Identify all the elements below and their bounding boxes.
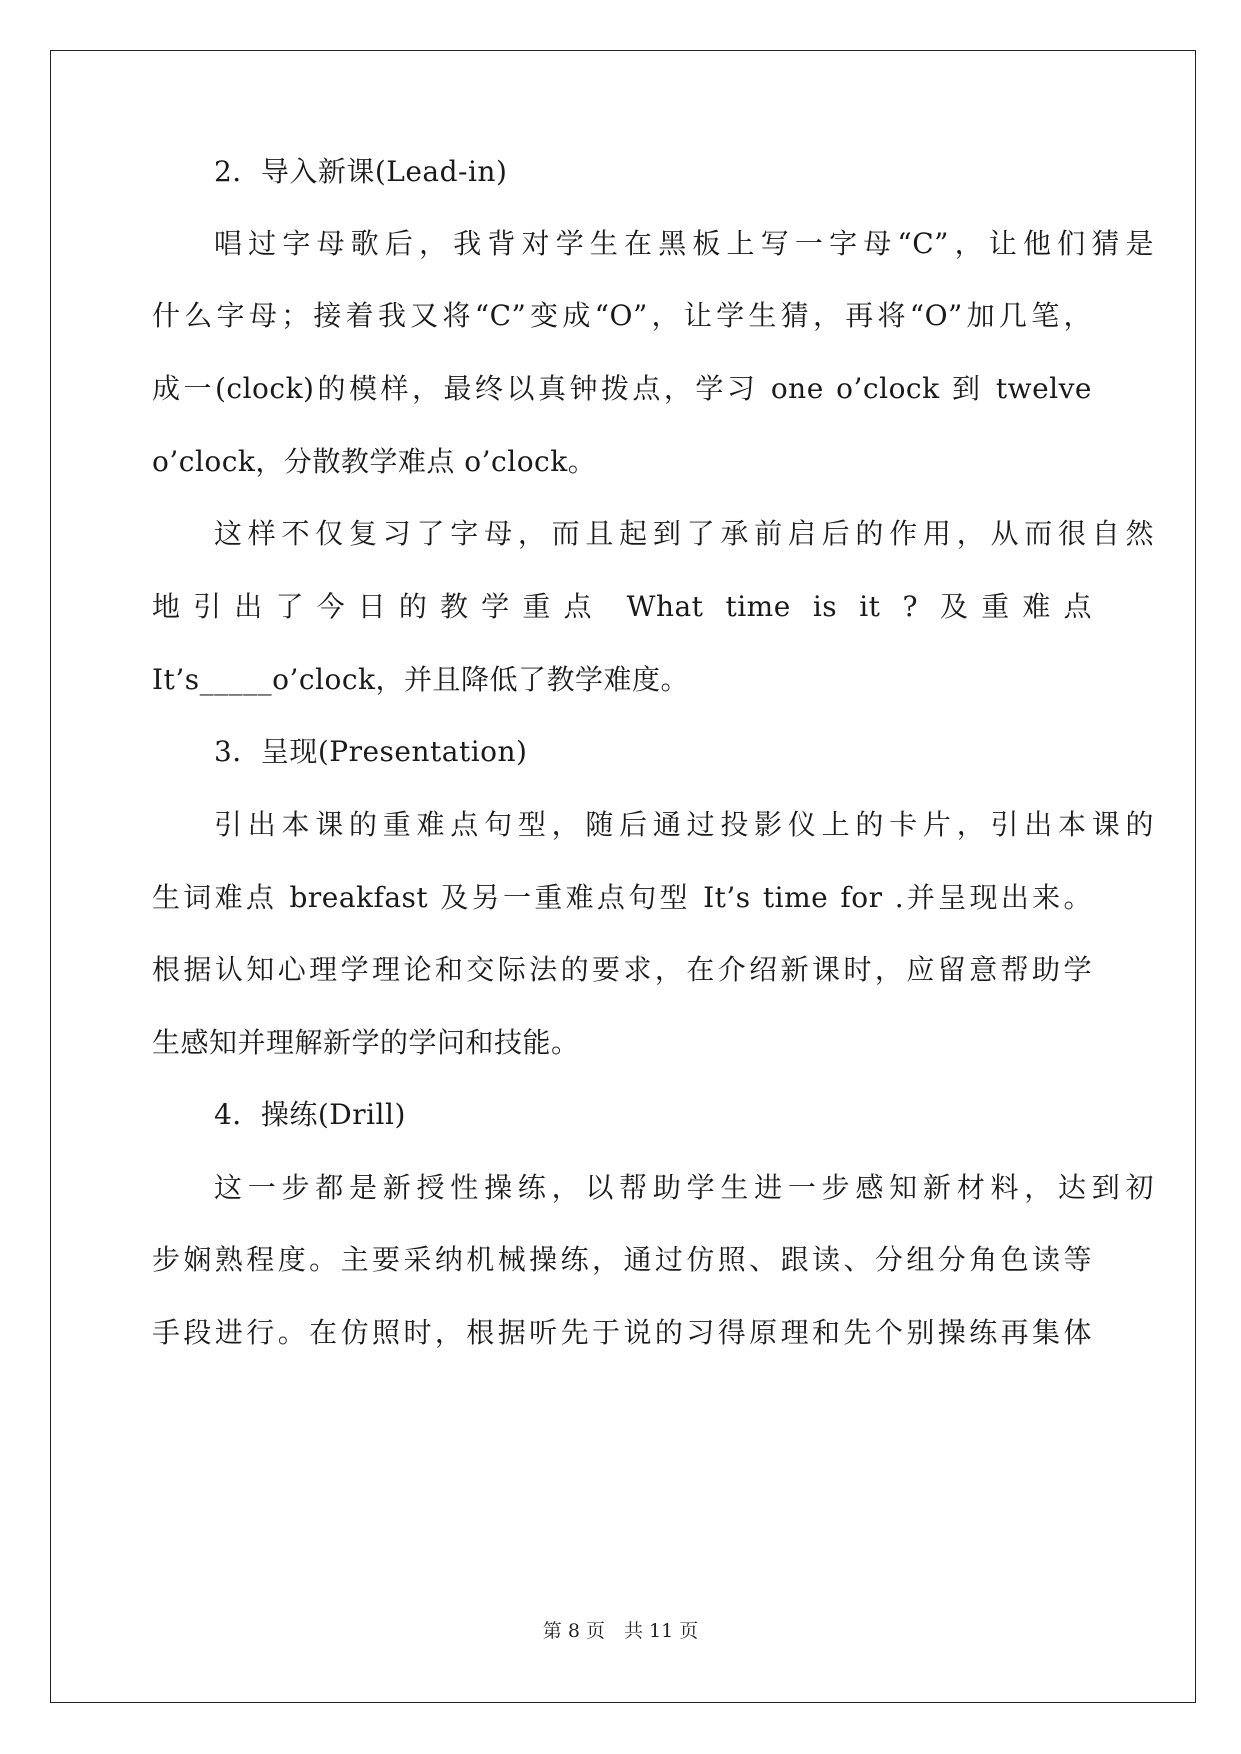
- paragraph-line: o’clock，分散教学难点 o’clock。: [152, 445, 597, 478]
- paragraph-line: 生感知并理解新学的学问和技能。: [152, 1026, 580, 1059]
- paragraph-line: 唱过字母歌后，我背对学生在黑板上写一字母“C”，让他们猜是: [214, 227, 1154, 260]
- paragraph-line: 生词难点 breakfast 及另一重难点句型 It’s time for .并呈现出来。: [152, 881, 1092, 914]
- paragraph-line: 地引出了今日的教学重点 What time is it ? 及重难点: [152, 590, 1092, 623]
- paragraph-line: 步娴熟程度。主要采纳机械操练，通过仿照、跟读、分组分角色读等: [152, 1243, 1092, 1276]
- section-heading-drill: 4．操练(Drill): [214, 1098, 406, 1131]
- paragraph-line: 根据认知心理学理论和交际法的要求，在介绍新课时，应留意帮助学: [152, 953, 1092, 986]
- page-number-footer: 第 8 页 共 11 页: [542, 1620, 699, 1642]
- section-heading-lead-in: 2．导入新课(Lead-in): [214, 155, 508, 188]
- paragraph-line: 手段进行。在仿照时，根据听先于说的习得原理和先个别操练再集体: [152, 1316, 1092, 1349]
- paragraph-line: 这样不仅复习了字母，而且起到了承前启后的作用，从而很自然: [214, 517, 1154, 550]
- section-heading-presentation: 3．呈现(Presentation): [214, 735, 528, 768]
- paragraph-line: It’s_____o’clock，并且降低了教学难度。: [152, 663, 689, 696]
- paragraph-line: 什么字母；接着我又将“C”变成“O”，让学生猜，再将“O”加几笔，: [152, 299, 1092, 332]
- paragraph-line: 这一步都是新授性操练，以帮助学生进一步感知新材料，达到初: [214, 1171, 1154, 1204]
- paragraph-line: 引出本课的重难点句型，随后通过投影仪上的卡片，引出本课的: [214, 808, 1154, 841]
- paragraph-line: 成一(clock)的模样，最终以真钟拨点，学习 one o’clock 到 twelve: [152, 372, 1092, 405]
